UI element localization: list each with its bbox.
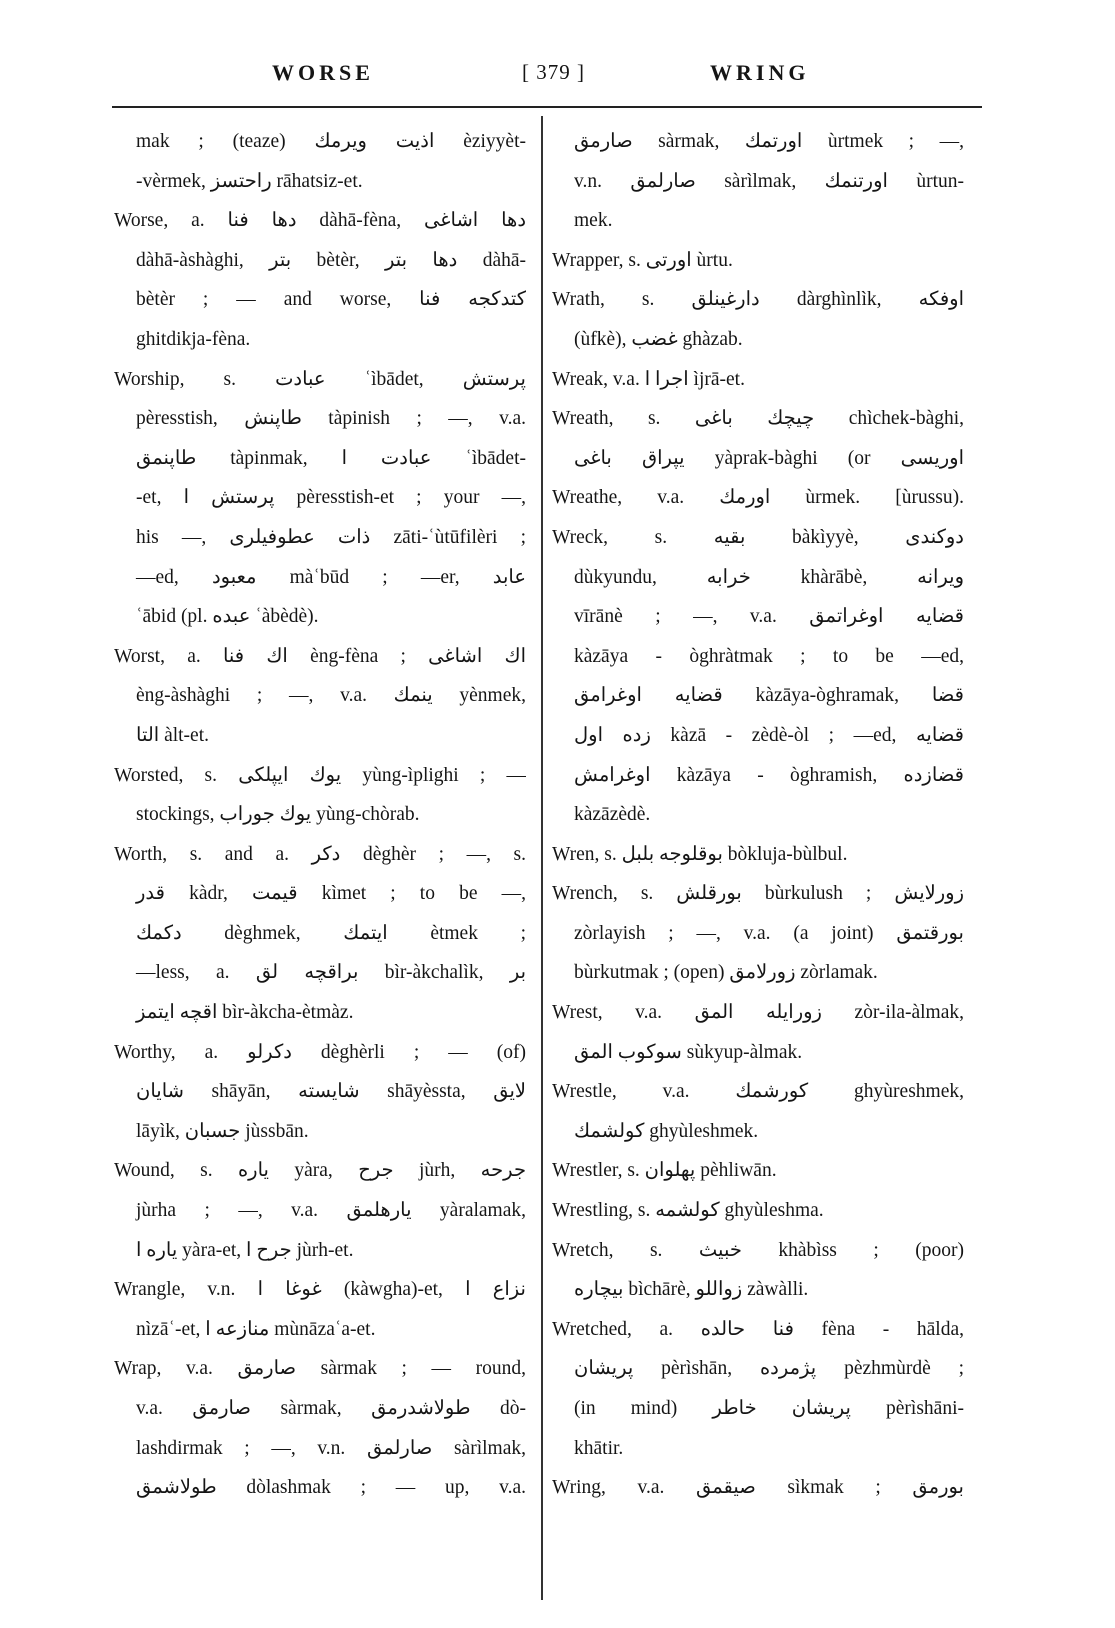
dictionary-line: Worse, a. دها فنا dàhā-fèna, دها اشاغى (114, 210, 526, 232)
dictionary-line: Wrest, v.a. زورايله المق zòr-ila-àlmak, (552, 1002, 964, 1024)
dictionary-line: Wretched, a. فنا حالده fèna - hālda, (552, 1318, 964, 1340)
dictionary-line: قدر kàdr, قيمت kìmet ; to be —, (136, 883, 526, 905)
dictionary-line: v.n. صارلمق sàrìlmak, اورتنمك ùrtun- (574, 170, 964, 192)
dictionary-line: nìzāʿ-et, منازعه ا mùnāzaʿa-et. (136, 1318, 376, 1340)
dictionary-line: zòrlayish ; —, v.a. (a joint) بورقتمق (574, 922, 964, 944)
dictionary-line: Wreath, s. چيچك باغى chìchek-bàghi, (552, 408, 964, 430)
dictionary-line: -vèrmek, راحتسز rāhatsiz-et. (136, 170, 363, 192)
dictionary-line: his —, ذات عطوفيلرى zāti-ʿùtūfilèri ; (136, 526, 526, 548)
header-last-word: WRING (710, 60, 810, 85)
dictionary-line: Wrapper, s. اورتى ùrtu. (552, 249, 733, 271)
running-header (112, 60, 992, 94)
dictionary-line: دكمك dèghmek, ايتمك ètmek ; (136, 922, 526, 944)
dictionary-line: (ùfkè), غضب ghàzab. (574, 328, 743, 350)
header-first-word: WORSE (272, 60, 374, 85)
header-rule (112, 106, 982, 108)
dictionary-line: بيچاره bìchārè, زواللو zàwàlli. (574, 1279, 809, 1301)
dictionary-line: ghitdikja-fèna. (136, 328, 251, 350)
dictionary-line: Wretch, s. خبيث khàbìss ; (poor) (552, 1239, 964, 1261)
dictionary-line: اقچه ايتمز bìr-àkcha-ètmàz. (136, 1002, 354, 1024)
dictionary-line: پريشان pèrìshān, پژمرده pèzhmùrdè ; (574, 1358, 964, 1380)
dictionary-line: bùrkutmak ; (open) زورلامق zòrlamak. (574, 962, 878, 984)
dictionary-line: —ed, معبود màʿbūd ; —er, عابد (136, 566, 526, 588)
dictionary-line: Wreck, s. بقيه bàkìyyè, دوكندى (552, 526, 964, 548)
dictionary-line: lashdirmak ; —, v.n. صارلمق sàrìlmak, (136, 1437, 526, 1459)
dictionary-line: —less, a. براقچه لق bìr-àkchalìk, بر (136, 962, 526, 984)
dictionary-line: Wound, s. ياره yàra, جرح jùrh, جرحه (114, 1160, 526, 1182)
column-divider (541, 116, 543, 1600)
dictionary-line: زده اول kàzā - zèdè-òl ; —ed, قضايه (574, 724, 964, 746)
dictionary-line: كولشمك ghyùleshmek. (574, 1120, 759, 1142)
dictionary-line: kàzāzèdè. (574, 804, 651, 826)
dictionary-line: Wrestler, s. پهلوان pèhliwān. (552, 1160, 777, 1182)
dictionary-line: (in mind) پريشان خاطر pèrìshāni- (574, 1398, 964, 1419)
dictionary-line: Wrestling, s. كولشمه ghyùleshma. (552, 1200, 824, 1222)
dictionary-line: Wrench, s. بورقلش bùrkulush ; زورلايش (552, 883, 964, 905)
dictionary-line: mek. (574, 210, 613, 232)
dictionary-line: Wring, v.a. صيقمق sìkmak ; بورمق (552, 1477, 964, 1499)
dictionary-line: mak ; (teaze) اذيت ويرمك èziyyèt- (136, 131, 526, 152)
dictionary-line: èng-àshàghi ; —, v.a. ينمك yènmek, (136, 685, 526, 707)
dictionary-line: ياره ا yàra-et, جرح ا jùrh-et. (136, 1239, 354, 1261)
dictionary-line: Worth, s. and a. دكر dèghèr ; —, s. (114, 843, 526, 865)
dictionary-line: Wreak, v.a. اجرا ا ìjrā-et. (552, 368, 745, 390)
dictionary-line: Worsted, s. يوك ايپلكى yùng-ìplighi ; — (114, 764, 526, 786)
dictionary-line: jùrha ; —, v.a. يارهلمق yàralamak, (136, 1200, 526, 1222)
dictionary-line: Wrap, v.a. صارمق sàrmak ; — round, (114, 1358, 526, 1380)
dictionary-line: شايان shāyān, شايسته shāyèssta, لايق (136, 1081, 526, 1103)
dictionary-line: قضايه اوغرامق kàzāya-òghramak, قضا (574, 685, 964, 707)
dictionary-line: سوكوب المق sùkyup-àlmak. (574, 1041, 803, 1063)
dictionary-line: v.a. صارمق sàrmak, طولاشدرمق dò- (136, 1398, 526, 1419)
dictionary-line: Wrath, s. دارغينلق dàrghìnlìk, اوفكه (552, 289, 964, 311)
dictionary-line: Worst, a. اك فنا èng-fèna ; اك اشاغى (114, 645, 526, 667)
dictionary-line: vīrānè ; —, v.a. قضايه اوغراتمق (574, 606, 964, 628)
dictionary-line: Wrangle, v.n. غوغا ا (kàwgha)-et, نزاع ا (114, 1279, 526, 1301)
right-column (552, 122, 964, 1508)
dictionary-line: Worship, s. عبادت ʿìbādet, پرستش (114, 368, 526, 390)
dictionary-line: طاپنمق tàpinmak, عبادت ا ʿìbādet- (136, 447, 526, 469)
dictionary-line: stockings, يوك جوراب yùng-chòrab. (136, 804, 420, 826)
dictionary-line: khātir. (574, 1437, 624, 1459)
dictionary-line: -et, پرستش ا pèresstish-et ; your —, (136, 487, 526, 509)
dictionary-line: طولاشمق dòlashmak ; — up, v.a. (136, 1477, 526, 1499)
dictionary-line: Wren, s. بوقلوجه بلبل bòkluja-bùlbul. (552, 843, 848, 865)
page-number: [ 379 ] (522, 60, 585, 84)
dictionary-line: التا àlt-et. (136, 724, 209, 746)
dictionary-line: Wrestle, v.a. كورشمك ghyùreshmek, (552, 1081, 964, 1103)
dictionary-line: صارمق sàrmak, اورتمك ùrtmek ; —, (574, 131, 964, 152)
dictionary-line: pèresstish, طاپنش tàpinish ; —, v.a. (136, 408, 526, 430)
dictionary-line: dùkyundu, خرابه khàrābè, ويرانه (574, 566, 964, 588)
dictionary-line: dàhā-àshàghi, بتر bètèr, دها بتر dàhā- (136, 249, 526, 271)
dictionary-line: kàzāya - òghràtmak ; to be —ed, (574, 645, 964, 667)
dictionary-line: lāyìk, جسبان jùssbān. (136, 1120, 309, 1142)
dictionary-line: bètèr ; — and worse, كتدكجه فنا (136, 289, 526, 311)
dictionary-line: Worthy, a. دكرلو dèghèrli ; — (of) (114, 1041, 526, 1063)
dictionary-line: ʿābid (pl. عبده ʿàbèdè). (136, 606, 319, 628)
left-column (114, 122, 526, 1508)
dictionary-line: اوغرامش kàzāya - òghramish, قضازده (574, 764, 964, 786)
dictionary-line: يپراق باغى yàprak-bàghi (or اوريسى (574, 447, 964, 469)
dictionary-line: Wreathe, v.a. اورمك ùrmek. [ùrussu). (552, 487, 964, 509)
